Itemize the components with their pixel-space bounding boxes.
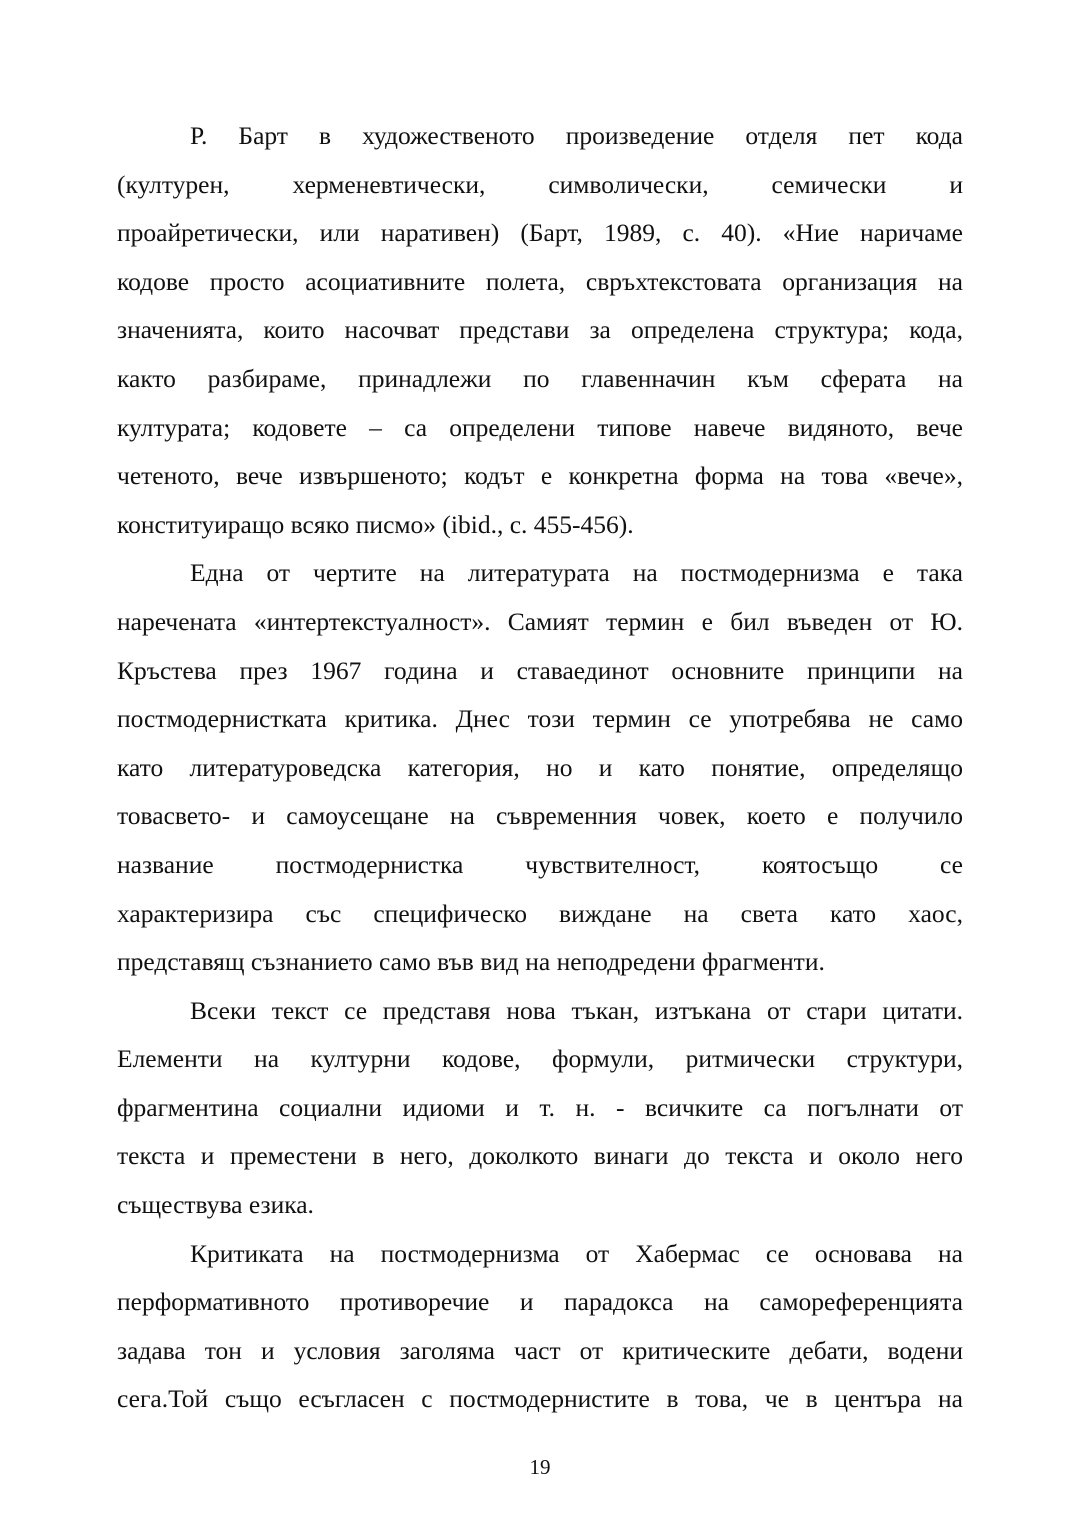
text-line: конституиращо всяко писмо» (ibid., с. 455-456).: [117, 509, 634, 539]
text-line: перформативното противоречие и парадокса на самореференцията: [117, 1287, 963, 1317]
text-line: представящ съзнанието само във вид на неподредени фрагменти.: [117, 947, 825, 977]
text-line: Всеки текст се представя нова тъкан, изтъкана от стари цитати.: [190, 995, 963, 1025]
body-text: [117, 112, 963, 1424]
text-line: проайретически, или наративен) (Барт, 1989, с. 40). «Ние наричаме: [117, 218, 963, 248]
text-line: културата; кодовете – са определени типове навече видяното, вече: [117, 412, 963, 442]
text-line: фрагментина социални идиоми и т. н. - всичките са погълнати от: [117, 1092, 963, 1122]
page-number: 19: [529, 1455, 551, 1479]
text-line: четеното, вече извършеното; кодът е конкретна форма на това «вече»,: [117, 461, 963, 491]
text-line: както разбираме, принадлежи по главенначин към сферата на: [117, 363, 963, 393]
text-line: товасвето- и самоусещане на съвременния човек, което е получило: [117, 801, 963, 831]
text-line: кодове просто асоциативните полета, свръхтекстовата организация на: [117, 266, 963, 296]
text-line: като литературоведска категория, но и като понятие, определящо: [117, 752, 963, 782]
text-line: (културен, херменевтически, символически, семически и: [117, 169, 963, 199]
text-line: значенията, които насочват представи за определена структура; кода,: [117, 315, 963, 345]
text-line: наречената «интертекстуалност». Самият термин е бил въведен от Ю.: [117, 606, 963, 636]
text-line: задава тон и условия заголяма част от критическите дебати, водени: [117, 1335, 963, 1365]
text-line: сега.Той също есъгласен с постмодернистите в това, че в центъра на: [117, 1384, 963, 1414]
text-line: постмодернистката критика. Днес този термин се употребява не само: [117, 704, 963, 734]
text-line: Елементи на културни кодове, формули, ритмически структури,: [117, 1044, 963, 1074]
text-line: Р. Барт в художественото произведение отделя пет кода: [190, 121, 963, 150]
text-line: характеризира със специфическо виждане на света като хаос,: [117, 898, 963, 928]
text-line: съществува езика.: [117, 1190, 314, 1220]
text-line: Критиката на постмодернизма от Хабермас се основава на: [190, 1238, 963, 1268]
text-line: Кръстева през 1967 година и ставаединот основните принципи на: [117, 655, 963, 685]
text-line: текста и преместени в него, доколкото винаги до текста и около него: [117, 1141, 963, 1171]
text-line: название постмодернистка чувствителност, коятосъщо се: [117, 849, 963, 879]
text-line: Една от чертите на литературата на постмодернизма е така: [190, 558, 963, 588]
